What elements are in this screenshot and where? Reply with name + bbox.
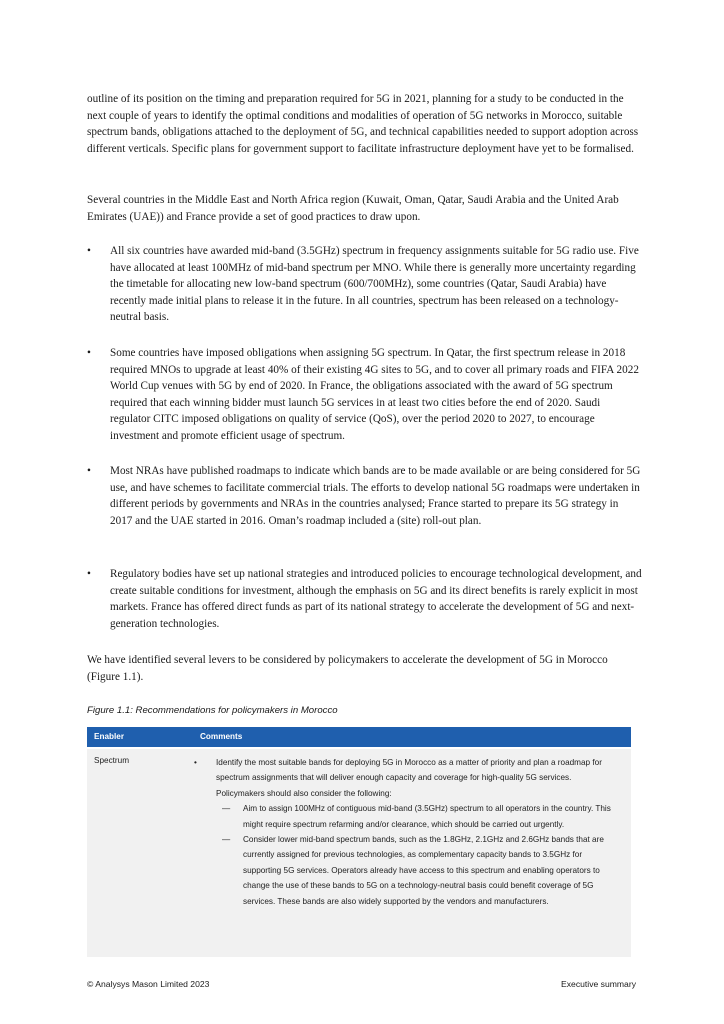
- bullet-marker: •: [194, 758, 197, 767]
- comment-text: Identify the most suitable bands for deploying 5G in Morocco as a matter of priority and plan a roadmap for spectrum assignments that will deliver enough capacity and coverage for high-quality 5G services. Policymakers should also consider the following:: [216, 758, 602, 798]
- comment-subitem: [194, 801, 614, 832]
- bullet-text: Most NRAs have published roadmaps to indicate which bands are to be made available or are being considered for 5G use, and have schemes to facilitate commercial trials. The efforts to develop national 5G roadmaps were undertaken in different periods by governments and NRAs in the countries analysed; France started to prepare its 5G strategy in 2017 and the UAE started in 2016. Oman’s roadmap included a (site) roll-out plan.: [110, 465, 641, 527]
- bullet-item: [87, 243, 643, 326]
- bullet-item: [87, 463, 643, 529]
- table-header: [87, 727, 631, 747]
- cell-enabler: Spectrum: [94, 756, 130, 765]
- bullet-list: [87, 243, 643, 326]
- comment-bullet: [194, 755, 614, 801]
- bullet-item: [87, 345, 643, 445]
- bullet-text: Some countries have imposed obligations when assigning 5G spectrum. In Qatar, the first spectrum release in 2018 required MNOs to upgrade at least 40% of their existing 4G sites to 5G, and to cover all primary roads and FIFA 2022 World Cup venues with 5G by end of 2020. In France, the obligations associated with the award of 5G spectrum required that each winning bidder must launch 5G services in at least two cities before the end of 2020. Saudi regulator CITC imposed obligations on quality of service (QoS), over the period 2020 to 2027, to encourage investment and promote efficient usage of spectrum.: [110, 347, 639, 442]
- subitem-text: Aim to assign 100MHz of contiguous mid-band (3.5GHz) spectrum to all operators in the country. This might require spectrum refarming and/or clearance, which should be carried out urgently.: [243, 804, 611, 829]
- bullet-list: [87, 345, 643, 445]
- footer-copyright: © Analysys Mason Limited 2023: [87, 979, 210, 989]
- dash-marker: —: [222, 835, 231, 845]
- cell-comments: [194, 755, 614, 909]
- comment-subitem: [194, 832, 614, 909]
- bullet-marker: •: [87, 568, 91, 580]
- table-row: [87, 749, 631, 957]
- bullet-item: [87, 566, 643, 632]
- bullet-marker: •: [87, 465, 91, 477]
- header-enabler: Enabler: [94, 732, 125, 741]
- bullet-marker: •: [87, 347, 91, 359]
- paragraph-levers: We have identified several levers to be considered by policymakers to accelerate the development of 5G in Morocco (Figure 1.1).: [87, 654, 608, 683]
- header-comments: Comments: [200, 732, 243, 741]
- figure-caption: Figure 1.1: Recommendations for policymakers in Morocco: [87, 705, 338, 716]
- paragraph-mena: Several countries in the Middle East and North Africa region (Kuwait, Oman, Qatar, Saudi Arabia and the United Arab Emirates (UAE)) and France provide a set of good practices to draw upon.: [87, 194, 619, 223]
- bullet-list: [87, 566, 643, 632]
- bullet-text: All six countries have awarded mid-band (3.5GHz) spectrum in frequency assignments suitable for 5G radio use. Five have allocated at least 100MHz of mid-band spectrum per MNO. While there is generally more uncertainty regarding the timetable for allocating new low-band spectrum (600/700MHz), some countries (Qatar, Saudi Arabia) have recently made initial plans to release it in the future. In all countries, spectrum has been released on a technology-neutral basis.: [110, 245, 639, 324]
- bullet-list: [87, 463, 643, 529]
- recommendations-table: [87, 727, 631, 957]
- footer-section: Executive summary: [561, 979, 636, 989]
- dash-marker: —: [222, 804, 231, 814]
- paragraph-intro: outline of its position on the timing and preparation required for 5G in 2021, planning for a study to be conducted in the next couple of years to identify the optimal conditions and modalities of operation of 5G networks in Morocco, suitable spectrum bands, obligations attached to the deployment of 5G, and technical capabilities needed to support adoption across different verticals. Specific plans for government support to facilitate infrastructure deployment have yet to be formalised.: [87, 93, 639, 155]
- bullet-marker: •: [87, 245, 91, 257]
- bullet-text: Regulatory bodies have set up national strategies and introduced policies to encourage technological development, and create suitable conditions for investment, although the emphasis on 5G and its direct benefits is rarely explicit in most markets. France has offered direct funds as part of its national strategy to accelerate the development of 5G and next-generation technologies.: [110, 568, 642, 630]
- subitem-text: Consider lower mid-band spectrum bands, such as the 1.8GHz, 2.1GHz and 2.6GHz bands that are currently assigned for previous technologies, as complementary capacity bands to 3.5GHz for supporting 5G services. Operators already have access to this spectrum and enabling operators to change the use of these bands to 5G on a technology-neutral basis could benefit coverage of 5G services. These bands are also widely supported by the vendors and manufacturers.: [243, 835, 604, 906]
